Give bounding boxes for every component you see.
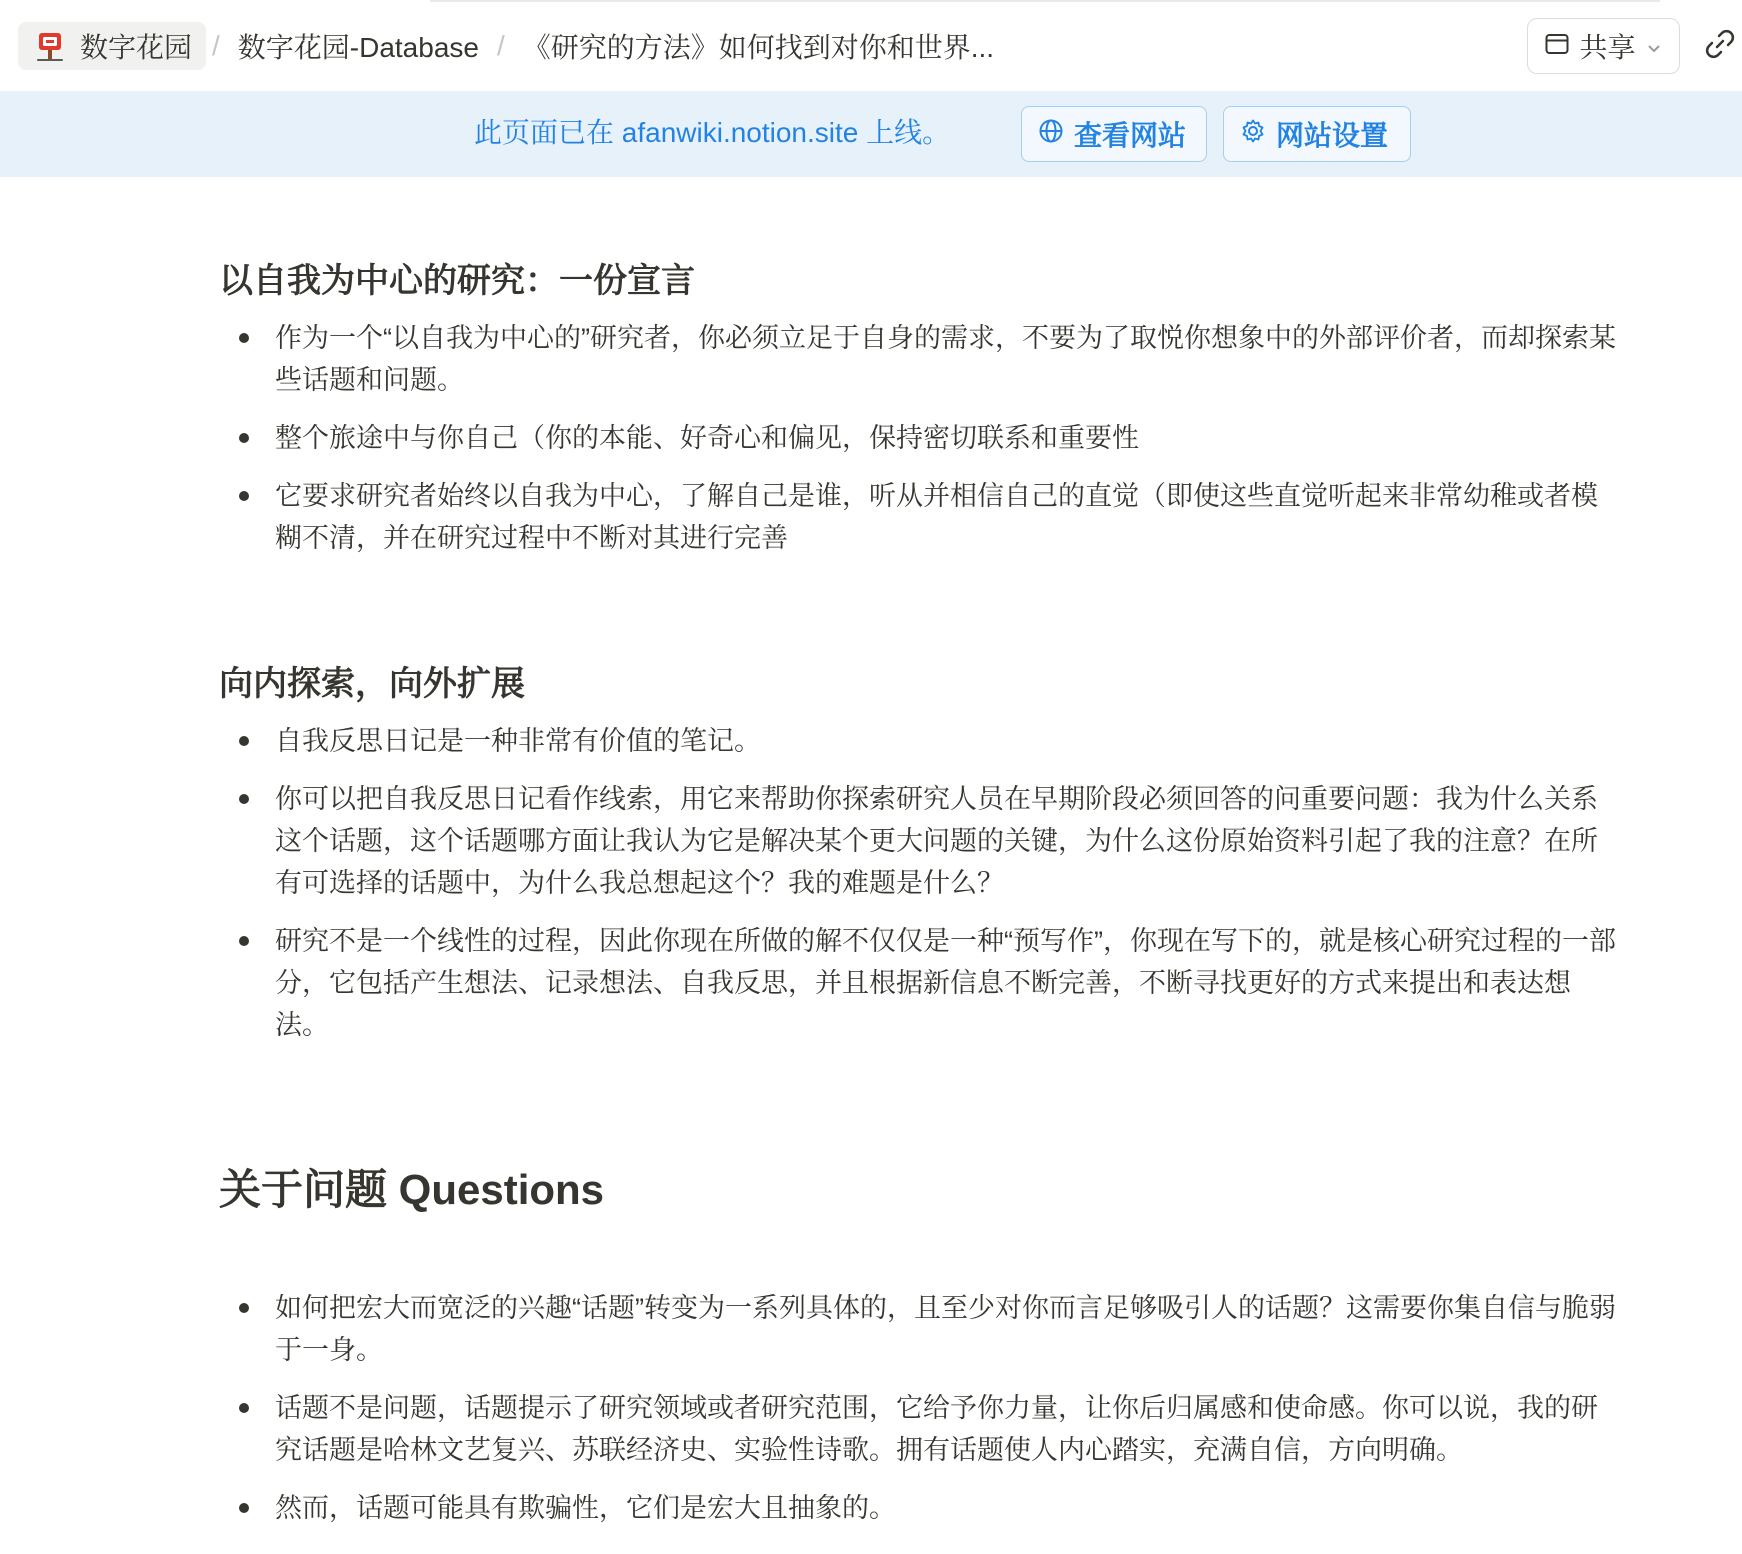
section-heading[interactable]: 向内探索，向外扩展 [219, 665, 525, 703]
list-item-text: 研究不是一个线性的过程，因此你现在所做的解不仅仅是一种“预写作”，你现在写下的，就是核心研究过程的一部分，它包括产生想法、记录想法、自我反思，并且根据新信息不断完善，不断寻找更好的方式来提出和表达想法。 [275, 926, 1616, 1040]
list-item[interactable] [219, 417, 1619, 459]
list-item-text: 如何把宏大而宽泛的兴趣“话题”转变为一系列具体的，且至少对你而言足够吸引人的话题？这需要你集自信与脆弱于一身。 [275, 1293, 1616, 1365]
bullet-icon [239, 433, 249, 443]
list-item[interactable] [219, 920, 1619, 1046]
bullet-icon [239, 1303, 249, 1313]
list-item[interactable] [219, 1487, 1619, 1529]
site-settings-button[interactable] [1223, 106, 1411, 162]
globe-icon [1038, 118, 1064, 151]
view-site-button[interactable] [1021, 106, 1207, 162]
bullet-icon [239, 333, 249, 343]
window-icon [1545, 30, 1569, 62]
breadcrumb-separator: / [496, 30, 505, 61]
list-item[interactable] [219, 1387, 1619, 1471]
breadcrumb-workspace[interactable] [18, 22, 206, 70]
breadcrumb-root-label: 数字花园 [80, 32, 193, 63]
share-button[interactable] [1527, 18, 1680, 74]
gear-icon [1240, 118, 1266, 151]
list-item-text: 它要求研究者始终以自我为中心，了解自己是谁，听从并相信自己的直觉（即使这些直觉听起来非常幼稚或者模糊不清，并在研究过程中不断对其进行完善 [275, 481, 1598, 553]
banner-message: 此页面已在 afanwiki.notion.site 上线。 [474, 117, 951, 148]
breadcrumb-separator: / [212, 30, 220, 61]
list-item[interactable] [219, 778, 1619, 904]
bullet-icon [239, 1403, 249, 1413]
list-item-text: 然而，话题可能具有欺骗性，它们是宏大且抽象的。 [275, 1493, 896, 1523]
bullet-list [219, 1287, 1619, 1545]
list-item-text: 你可以把自我反思日记看作线索，用它来帮助你探索研究人员在早期阶段必须回答的问重要问题：我为什么关系这个话题，这个话题哪方面让我认为它是解决某个更大问题的关键，为什么这份原始资料引起了我的注意？在所有可选择的话题中，为什么我总想起这个？我的难题是什么？ [275, 784, 1598, 898]
list-item-text: 整个旅途中与你自己（你的本能、好奇心和偏见，保持密切联系和重要性 [275, 423, 1139, 453]
bullet-icon [239, 794, 249, 804]
list-item[interactable] [219, 720, 1619, 762]
list-item-text: 自我反思日记是一种非常有价值的笔记。 [275, 726, 761, 756]
share-label: 共享 [1579, 32, 1636, 63]
list-item-text: 话题不是问题，话题提示了研究领域或者研究范围，它给予你力量，让你后归属感和使命感。你可以说，我的研究话题是哈林文艺复兴、苏联经济史、实验性诗歌。拥有话题使人内心踏实，充满自信，方向明确。 [275, 1393, 1598, 1465]
bullet-icon [239, 491, 249, 501]
view-site-label: 查看网站 [1074, 120, 1187, 151]
breadcrumb-database[interactable]: 数字花园-Database [237, 32, 479, 63]
link-icon [1703, 27, 1737, 66]
list-item[interactable] [219, 1287, 1619, 1371]
copy-link-button[interactable] [1700, 26, 1740, 66]
breadcrumb [206, 22, 1006, 70]
breadcrumb-current-page[interactable]: 《研究的方法》如何找到对你和世界... [522, 32, 995, 63]
bullet-list [219, 720, 1619, 1062]
site-settings-label: 网站设置 [1276, 120, 1389, 151]
list-item[interactable] [219, 475, 1619, 559]
bullet-icon [239, 736, 249, 746]
bullet-list [219, 317, 1619, 575]
top-divider [430, 0, 1660, 2]
section-heading[interactable]: 关于问题 Questions [219, 1166, 605, 1213]
section-heading[interactable]: 以自我为中心的研究：一份宣言 [219, 262, 695, 300]
chevron-down-icon [1646, 30, 1662, 62]
list-item-text: 作为一个“以自我为中心的”研究者，你必须立足于自身的需求，不要为了取悦你想象中的外部评价者，而却探索某些话题和问题。 [275, 323, 1616, 395]
top-bar [0, 0, 1742, 90]
red-mailbox-logo-icon [34, 30, 66, 62]
list-item[interactable] [219, 317, 1619, 401]
published-banner [0, 91, 1742, 177]
bullet-icon [239, 936, 249, 946]
bullet-icon [239, 1503, 249, 1513]
